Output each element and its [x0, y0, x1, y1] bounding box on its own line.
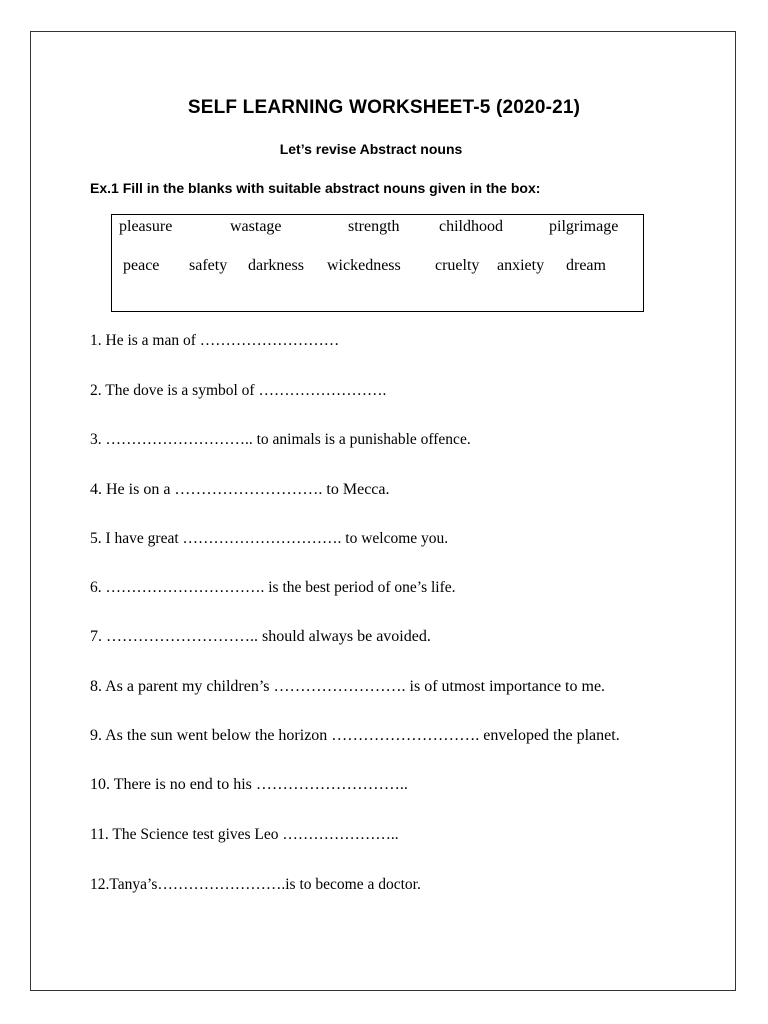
question-12: 12.Tanya’s…………………….is to become a doctor.	[90, 876, 421, 893]
word-item: cruelty	[435, 257, 480, 274]
word-item: childhood	[439, 218, 503, 235]
question-4: 4. He is on a ………………………. to Mecca.	[90, 481, 390, 498]
word-item: peace	[123, 257, 160, 274]
question-8: 8. As a parent my children’s ……………………. is of utmost importance to me.	[90, 678, 606, 695]
word-item: safety	[189, 257, 228, 274]
question-3: 3. ……………………….. to animals is a punishable offence.	[90, 431, 471, 448]
exercise-instruction: Ex.1 Fill in the blanks with suitable abstract nouns given in the box:	[90, 180, 541, 196]
question-10: 10. There is no end to his ………………………..	[90, 776, 408, 793]
word-box	[111, 214, 644, 312]
word-item: pilgrimage	[549, 218, 619, 235]
word-item: dream	[566, 257, 606, 274]
word-item: wastage	[230, 218, 282, 235]
page-border	[30, 31, 736, 991]
worksheet-title: SELF LEARNING WORKSHEET-5 (2020-21)	[187, 97, 581, 118]
word-item: darkness	[248, 257, 304, 274]
question-9: 9. As the sun went below the horizon ………………………. enveloped the planet.	[90, 727, 620, 744]
question-5: 5. I have great …………………………. to welcome you.	[90, 530, 449, 547]
word-item: anxiety	[497, 257, 545, 274]
question-2: 2. The dove is a symbol of …………………….	[90, 382, 387, 399]
question-6: 6. …………………………. is the best period of one’s life.	[90, 579, 456, 596]
question-11: 11. The Science test gives Leo …………………..	[90, 826, 399, 843]
word-item: wickedness	[327, 257, 401, 274]
question-7: 7. ……………………….. should always be avoided.	[90, 628, 431, 645]
word-item: strength	[348, 218, 400, 235]
worksheet-subtitle: Let’s revise Abstract nouns	[279, 141, 463, 157]
question-1: 1. He is a man of ………………………	[90, 332, 340, 349]
word-item: pleasure	[119, 218, 173, 235]
